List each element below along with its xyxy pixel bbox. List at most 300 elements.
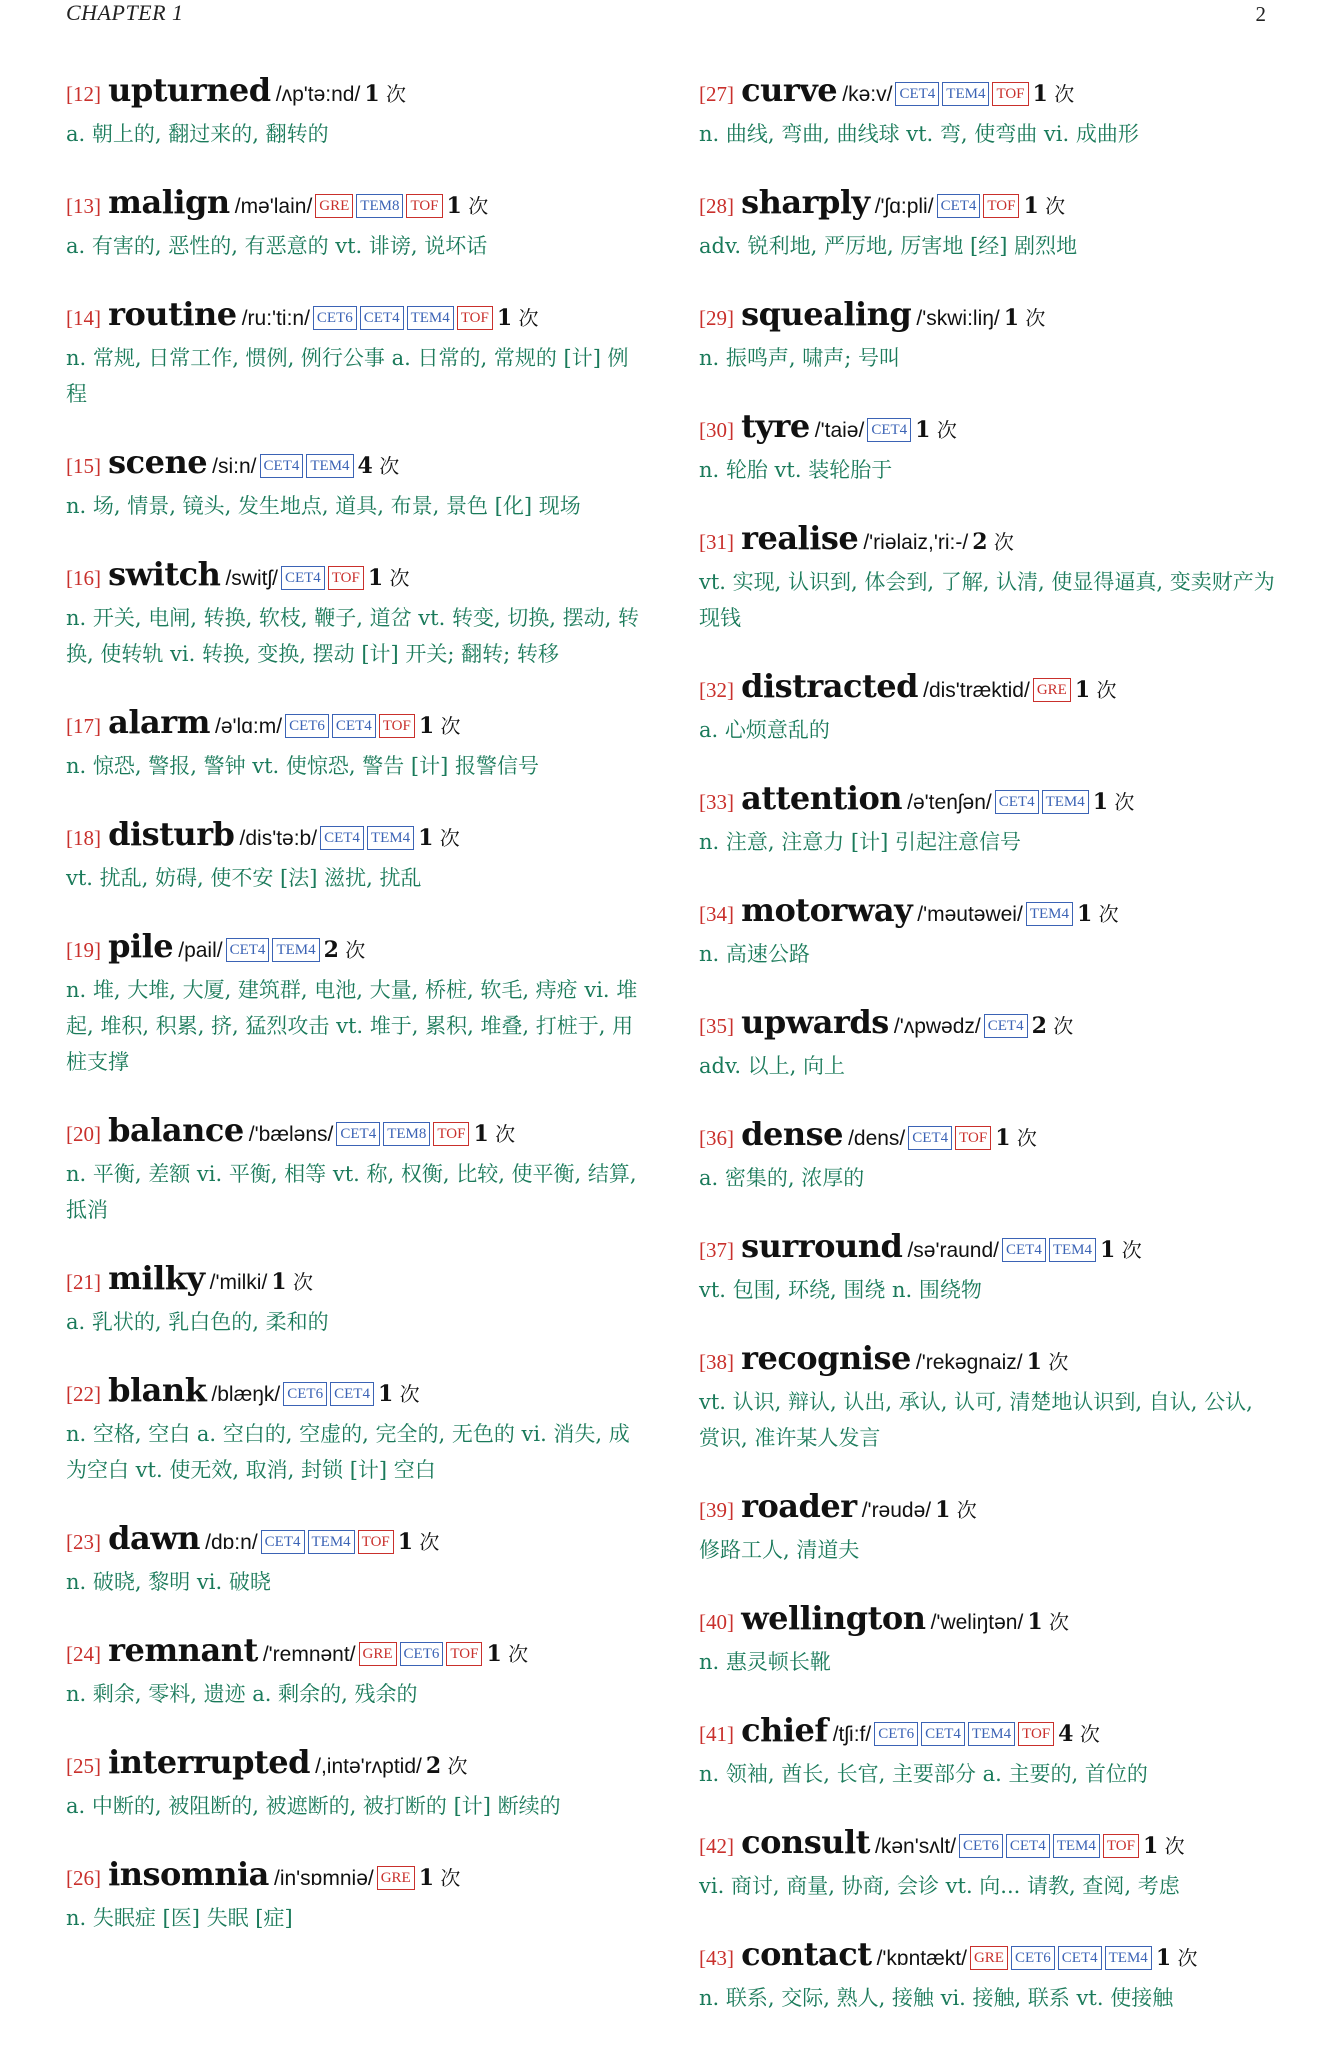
frequency-number: 1 <box>446 193 462 219</box>
headword: chief <box>741 1711 828 1749</box>
frequency-unit: 次 <box>419 1530 440 1554</box>
frequency-count <box>995 1126 1037 1150</box>
frequency-count <box>1027 1610 1069 1634</box>
frequency-number: 2 <box>972 529 988 555</box>
word-entry <box>699 294 1275 376</box>
frequency-count <box>915 418 957 442</box>
entry-index: [37] <box>699 1238 734 1262</box>
definition-text: vt. 扰乱, 妨碍, 使不安 [法] 滋扰, 扰乱 <box>66 866 422 890</box>
frequency-unit: 次 <box>1049 1610 1069 1634</box>
exam-tag-badge: TOF <box>992 82 1028 106</box>
headword: attention <box>741 779 903 817</box>
entry-headline <box>66 294 648 340</box>
entry-index: [34] <box>699 902 734 926</box>
word-entry <box>699 182 1275 264</box>
headword: dawn <box>108 1519 201 1557</box>
word-entry <box>699 518 1275 636</box>
entry-headline <box>699 1486 1275 1532</box>
phonetic-transcription: /'weliŋtən/ <box>930 1611 1024 1634</box>
phonetic-transcription: /ru:'ti:n/ <box>241 307 310 330</box>
entry-index: [27] <box>699 82 734 106</box>
word-entry <box>699 1598 1275 1680</box>
frequency-count <box>1077 902 1119 926</box>
entry-index: [17] <box>66 714 101 738</box>
definition-text: n. 常规, 日常工作, 惯例, 例行公事 a. 日常的, 常规的 [计] 例程 <box>66 346 629 406</box>
frequency-unit: 次 <box>508 1642 529 1666</box>
frequency-unit: 次 <box>385 82 406 106</box>
entry-headline <box>66 1630 648 1676</box>
frequency-count <box>364 82 406 106</box>
headword: tyre <box>741 407 810 445</box>
frequency-count <box>1027 1350 1069 1374</box>
entry-headline <box>66 1518 648 1564</box>
frequency-count <box>1004 306 1046 330</box>
frequency-unit: 次 <box>439 826 460 850</box>
frequency-count <box>324 938 366 962</box>
exam-tag-badge: TEM4 <box>367 826 414 850</box>
exam-tag-badge: TOF <box>983 194 1019 218</box>
entry-headline <box>699 518 1275 564</box>
frequency-number: 1 <box>1003 305 1020 331</box>
exam-tag-badge: TOF <box>358 1530 394 1554</box>
entry-index: [33] <box>699 790 734 814</box>
phonetic-transcription: /dens/ <box>848 1127 906 1150</box>
exam-tag-badge: TOF <box>328 566 364 590</box>
headword: motorway <box>741 891 913 929</box>
frequency-count <box>1033 82 1075 106</box>
entry-headline <box>66 926 648 972</box>
entry-index: [40] <box>699 1610 734 1634</box>
definition-text: a. 朝上的, 翻过来的, 翻转的 <box>66 122 329 146</box>
exam-tag-badge: TOF <box>457 306 493 330</box>
frequency-unit: 次 <box>1048 1350 1069 1374</box>
exam-tag-badge: CET4 <box>332 714 376 738</box>
phonetic-transcription: /'taiə/ <box>814 419 865 442</box>
definition-text: n. 轮胎 vt. 装轮胎于 <box>699 458 893 482</box>
frequency-count <box>378 1382 420 1406</box>
entry-index: [22] <box>66 1382 101 1406</box>
headword: disturb <box>108 815 235 853</box>
headword: squealing <box>741 295 912 333</box>
frequency-count <box>418 826 460 850</box>
headword: malign <box>108 183 230 221</box>
exam-tag-badge: TEM4 <box>272 938 319 962</box>
word-entry <box>66 1742 648 1824</box>
word-entry <box>66 1518 648 1600</box>
frequency-unit: 次 <box>1025 306 1046 330</box>
exam-tag-badge: TOF <box>446 1642 482 1666</box>
entry-headline <box>699 778 1275 824</box>
frequency-count <box>1023 194 1065 218</box>
frequency-unit: 次 <box>1054 82 1075 106</box>
exam-tag-badge: GRE <box>377 1866 415 1890</box>
entry-index: [32] <box>699 678 734 702</box>
entry-index: [26] <box>66 1866 101 1890</box>
entry-headline <box>66 1110 648 1156</box>
definition-text: n. 领袖, 酋长, 长官, 主要部分 a. 主要的, 首位的 <box>699 1762 1148 1786</box>
exam-tag-badge: CET4 <box>1002 1238 1046 1262</box>
frequency-number: 1 <box>271 1269 287 1295</box>
definition-text: n. 曲线, 弯曲, 曲线球 vt. 弯, 使弯曲 vi. 成曲形 <box>699 122 1139 146</box>
entry-headline <box>699 294 1275 340</box>
phonetic-transcription: /switʃ/ <box>225 567 278 590</box>
entry-index: [15] <box>66 454 101 478</box>
definition-text: vt. 认识, 辩认, 认出, 承认, 认可, 清楚地认识到, 自认, 公认, 赏识, 准许某人发言 <box>699 1390 1253 1450</box>
frequency-unit: 次 <box>389 566 410 590</box>
exam-tag-badge: TEM4 <box>407 306 454 330</box>
frequency-unit: 次 <box>1177 1946 1198 1970</box>
entry-headline <box>699 406 1275 452</box>
exam-tag-badge: CET4 <box>360 306 404 330</box>
definition-text: n. 惠灵顿长靴 <box>699 1650 831 1674</box>
entry-index: [43] <box>699 1946 734 1970</box>
definition-text: vt. 实现, 认识到, 体会到, 了解, 认清, 使显得逼真, 变卖财产为现钱 <box>699 570 1275 630</box>
frequency-number: 1 <box>377 1381 394 1407</box>
exam-tag-badge: CET4 <box>261 1530 305 1554</box>
frequency-unit: 次 <box>447 1754 468 1778</box>
entry-index: [23] <box>66 1530 101 1554</box>
frequency-unit: 次 <box>468 194 489 218</box>
headword: alarm <box>108 703 210 741</box>
entry-index: [19] <box>66 938 101 962</box>
phonetic-transcription: /kə:v/ <box>842 83 893 106</box>
frequency-count <box>497 306 539 330</box>
headword: curve <box>741 71 838 109</box>
headword: roader <box>741 1487 857 1525</box>
entry-index: [29] <box>699 306 734 330</box>
definition-text: n. 剩余, 零料, 遗迹 a. 剩余的, 残余的 <box>66 1682 418 1706</box>
phonetic-transcription: /,intə'rʌptid/ <box>315 1755 422 1778</box>
entry-headline <box>66 554 648 600</box>
exam-tag-badge: TEM8 <box>356 194 403 218</box>
frequency-count <box>935 1498 977 1522</box>
entry-headline <box>66 702 648 748</box>
frequency-count <box>398 1530 440 1554</box>
definition-text: vt. 包围, 环绕, 围绕 n. 围绕物 <box>699 1278 982 1302</box>
word-entry <box>66 926 648 1080</box>
exam-tag-badge: TEM4 <box>1105 1946 1152 1970</box>
headword: sharply <box>741 183 870 221</box>
exam-tag-badge: TEM8 <box>383 1122 430 1146</box>
frequency-count <box>1143 1834 1185 1858</box>
entry-index: [38] <box>699 1350 734 1374</box>
exam-tag-badge: CET6 <box>283 1382 327 1406</box>
exam-tag-badge: CET4 <box>921 1722 965 1746</box>
exam-tag-badge: TOF <box>955 1126 991 1150</box>
frequency-unit: 次 <box>1016 1126 1037 1150</box>
entry-index: [42] <box>699 1834 734 1858</box>
entry-headline <box>699 1598 1275 1644</box>
frequency-unit: 次 <box>292 1270 313 1294</box>
definition-text: a. 有害的, 恶性的, 有恶意的 vt. 诽谤, 说坏话 <box>66 234 488 258</box>
frequency-number: 1 <box>1026 1349 1042 1375</box>
frequency-unit: 次 <box>1114 790 1135 814</box>
phonetic-transcription: /dis'tə:b/ <box>239 827 318 850</box>
entry-headline <box>66 70 648 116</box>
word-entry <box>699 1338 1275 1456</box>
word-entry <box>66 1630 648 1712</box>
frequency-unit: 次 <box>1164 1834 1185 1858</box>
exam-tag-badge: CET4 <box>281 566 325 590</box>
definition-text: n. 空格, 空白 a. 空白的, 空虚的, 完全的, 无色的 vi. 消失, 成为空白 vt. 使无效, 取消, 封锁 [计] 空白 <box>66 1422 630 1482</box>
exam-tag-badge: TOF <box>1103 1834 1139 1858</box>
entry-index: [28] <box>699 194 734 218</box>
exam-tag-badge: TOF <box>406 194 442 218</box>
word-entry <box>66 702 648 784</box>
exam-tag-badge: CET4 <box>336 1122 380 1146</box>
entry-headline <box>66 814 648 860</box>
word-entry <box>66 814 648 896</box>
entry-index: [13] <box>66 194 101 218</box>
frequency-number: 1 <box>418 713 435 739</box>
definition-text: a. 心烦意乱的 <box>699 718 830 742</box>
phonetic-transcription: /ʌp'tə:nd/ <box>275 83 361 106</box>
frequency-unit: 次 <box>1096 678 1117 702</box>
frequency-number: 1 <box>1092 789 1109 815</box>
exam-tag-badge: TOF <box>433 1122 469 1146</box>
frequency-count <box>271 1270 313 1294</box>
phonetic-transcription: /'rəudə/ <box>861 1499 932 1522</box>
entry-index: [41] <box>699 1722 734 1746</box>
frequency-number: 1 <box>935 1497 951 1523</box>
phonetic-transcription: /'ʃɑ:pli/ <box>874 195 934 218</box>
word-entry <box>699 778 1275 860</box>
phonetic-transcription: /dis'træktid/ <box>923 679 1030 702</box>
entry-headline <box>699 1822 1275 1868</box>
frequency-number: 4 <box>1058 1721 1074 1747</box>
phonetic-transcription: /ə'lɑ:m/ <box>215 715 283 738</box>
entry-headline <box>699 1226 1275 1272</box>
frequency-count <box>447 194 489 218</box>
frequency-unit: 次 <box>936 418 957 442</box>
phonetic-transcription: /blæŋk/ <box>211 1383 281 1406</box>
phonetic-transcription: /'bæləns/ <box>248 1123 334 1146</box>
entry-index: [18] <box>66 826 101 850</box>
frequency-number: 1 <box>418 1865 435 1891</box>
exam-tag-badge: GRE <box>970 1946 1008 1970</box>
entry-index: [35] <box>699 1014 734 1038</box>
frequency-unit: 次 <box>518 306 539 330</box>
word-entry <box>699 406 1275 488</box>
frequency-number: 1 <box>1155 1945 1172 1971</box>
headword: switch <box>108 555 221 593</box>
phonetic-transcription: /dɒ:n/ <box>205 1531 258 1554</box>
frequency-number: 4 <box>357 453 373 479</box>
definition-text: n. 注意, 注意力 [计] 引起注意信号 <box>699 830 1021 854</box>
entry-headline <box>699 1710 1275 1756</box>
entry-headline <box>66 1258 648 1304</box>
headword: wellington <box>741 1599 926 1637</box>
frequency-number: 2 <box>323 937 339 963</box>
frequency-unit: 次 <box>1045 194 1066 218</box>
headword: upwards <box>741 1003 889 1041</box>
frequency-unit: 次 <box>495 1122 516 1146</box>
frequency-unit: 次 <box>1121 1238 1142 1262</box>
phonetic-transcription: /sə'raund/ <box>907 1239 1000 1262</box>
phonetic-transcription: /in'sɒmniə/ <box>273 1867 374 1890</box>
running-head-chapter: CHAPTER 1 <box>66 0 184 25</box>
frequency-unit: 次 <box>440 714 461 738</box>
phonetic-transcription: /'riəlaiz,'ri:-/ <box>863 531 969 554</box>
word-entry <box>699 70 1275 152</box>
phonetic-transcription: /'remnənt/ <box>262 1643 356 1666</box>
headword: insomnia <box>108 1855 269 1893</box>
word-entry <box>66 294 648 412</box>
definition-text: 修路工人, 清道夫 <box>699 1538 860 1562</box>
headword: scene <box>108 443 208 481</box>
frequency-number: 1 <box>486 1641 502 1667</box>
word-entry <box>66 182 648 264</box>
definition-text: n. 场, 情景, 镜头, 发生地点, 道具, 布景, 景色 [化] 现场 <box>66 494 581 518</box>
frequency-count <box>1156 1946 1198 1970</box>
frequency-count <box>1058 1722 1100 1746</box>
word-entry <box>699 1934 1275 2016</box>
frequency-count <box>368 566 410 590</box>
frequency-count <box>426 1754 468 1778</box>
phonetic-transcription: /tʃi:f/ <box>832 1723 872 1746</box>
frequency-number: 1 <box>418 825 434 851</box>
frequency-number: 2 <box>425 1753 442 1779</box>
frequency-number: 1 <box>1142 1833 1159 1859</box>
exam-tag-badge: TEM4 <box>1026 902 1073 926</box>
entry-headline <box>699 890 1275 936</box>
headword: dense <box>741 1115 843 1153</box>
exam-tag-badge: TEM4 <box>306 454 353 478</box>
frequency-unit: 次 <box>1098 902 1119 926</box>
definition-text: n. 堆, 大堆, 大厦, 建筑群, 电池, 大量, 桥桩, 软毛, 痔疮 vi. 堆起, 堆积, 积累, 挤, 猛烈攻击 vt. 堆于, 累积, 堆叠, 打桩于, 用桩支撑 <box>66 978 638 1074</box>
headword: distracted <box>741 667 919 705</box>
phonetic-transcription: /pail/ <box>178 939 223 962</box>
phonetic-transcription: /mə'lain/ <box>234 195 313 218</box>
frequency-number: 1 <box>1076 901 1093 927</box>
phonetic-transcription: /'ʌpwədz/ <box>893 1015 981 1038</box>
definition-text: n. 联系, 交际, 熟人, 接触 vi. 接触, 联系 vt. 使接触 <box>699 1986 1174 2010</box>
frequency-number: 1 <box>1027 1609 1043 1635</box>
entry-headline <box>699 70 1275 116</box>
entry-index: [25] <box>66 1754 101 1778</box>
phonetic-transcription: /'rekəgnaiz/ <box>915 1351 1023 1374</box>
exam-tag-badge: CET4 <box>320 826 364 850</box>
exam-tag-badge: CET6 <box>1011 1946 1055 1970</box>
entry-headline <box>699 666 1275 712</box>
definition-text: n. 平衡, 差额 vi. 平衡, 相等 vt. 称, 权衡, 比较, 使平衡, 结算, 抵消 <box>66 1162 637 1222</box>
exam-tag-badge: CET4 <box>330 1382 374 1406</box>
frequency-unit: 次 <box>379 454 400 478</box>
definition-text: n. 惊恐, 警报, 警钟 vt. 使惊恐, 警告 [计] 报警信号 <box>66 754 539 778</box>
word-entry <box>66 70 648 152</box>
frequency-number: 1 <box>367 565 384 591</box>
word-entry <box>66 442 648 524</box>
frequency-count <box>1032 1014 1074 1038</box>
frequency-count <box>1100 1238 1142 1262</box>
exam-tag-badge: TEM4 <box>1049 1238 1096 1262</box>
frequency-number: 1 <box>1032 81 1048 107</box>
entry-index: [21] <box>66 1270 101 1294</box>
phonetic-transcription: /'milki/ <box>209 1271 268 1294</box>
exam-tag-badge: TEM4 <box>1042 790 1089 814</box>
entry-headline <box>66 442 648 488</box>
frequency-unit: 次 <box>345 938 366 962</box>
right-column <box>699 70 1275 2046</box>
exam-tag-badge: CET4 <box>984 1014 1028 1038</box>
headword: routine <box>108 295 237 333</box>
exam-tag-badge: CET4 <box>226 938 270 962</box>
frequency-count <box>486 1642 528 1666</box>
definition-text: vi. 商讨, 商量, 协商, 会诊 vt. 向... 请教, 查阅, 考虑 <box>699 1874 1180 1898</box>
word-entry <box>699 666 1275 748</box>
word-entry <box>699 1226 1275 1308</box>
frequency-unit: 次 <box>399 1382 420 1406</box>
definition-text: adv. 锐利地, 严厉地, 厉害地 [经] 剧烈地 <box>699 234 1078 258</box>
exam-tag-badge: TOF <box>379 714 415 738</box>
exam-tag-badge: CET4 <box>908 1126 952 1150</box>
headword: consult <box>741 1823 870 1861</box>
entry-index: [30] <box>699 418 734 442</box>
entry-index: [16] <box>66 566 101 590</box>
word-entry <box>699 1114 1275 1196</box>
entry-index: [20] <box>66 1122 101 1146</box>
headword: interrupted <box>108 1743 311 1781</box>
phonetic-transcription: /kən'sʌlt/ <box>875 1835 957 1858</box>
frequency-count <box>473 1122 515 1146</box>
phonetic-transcription: /si:n/ <box>212 455 257 478</box>
exam-tag-badge: CET6 <box>874 1722 918 1746</box>
entry-index: [31] <box>699 530 734 554</box>
exam-tag-badge: CET4 <box>895 82 939 106</box>
entry-index: [12] <box>66 82 101 106</box>
entry-headline <box>699 1002 1275 1048</box>
entry-headline <box>66 1854 648 1900</box>
exam-tag-badge: TEM4 <box>1053 1834 1100 1858</box>
headword: remnant <box>108 1631 258 1669</box>
entry-headline <box>66 182 648 228</box>
word-entry <box>699 890 1275 972</box>
definition-text: a. 乳状的, 乳白色的, 柔和的 <box>66 1310 329 1334</box>
word-entry <box>66 1110 648 1228</box>
headword: pile <box>108 927 174 965</box>
headword: milky <box>108 1259 205 1297</box>
frequency-number: 1 <box>1074 677 1091 703</box>
entry-headline <box>699 1114 1275 1160</box>
frequency-count <box>1093 790 1135 814</box>
frequency-count <box>1075 678 1117 702</box>
definition-text: adv. 以上, 向上 <box>699 1054 846 1078</box>
definition-text: a. 中断的, 被阻断的, 被遮断的, 被打断的 [计] 断续的 <box>66 1794 561 1818</box>
headword: realise <box>741 519 859 557</box>
frequency-number: 1 <box>364 81 380 107</box>
left-column <box>66 70 648 1966</box>
entry-headline <box>66 1742 648 1788</box>
frequency-count <box>972 530 1014 554</box>
word-entry <box>66 1258 648 1340</box>
exam-tag-badge: CET6 <box>400 1642 444 1666</box>
exam-tag-badge: TEM4 <box>968 1722 1015 1746</box>
exam-tag-badge: GRE <box>315 194 353 218</box>
exam-tag-badge: CET4 <box>867 418 911 442</box>
exam-tag-badge: CET4 <box>1006 1834 1050 1858</box>
definition-text: a. 密集的, 浓厚的 <box>699 1166 865 1190</box>
exam-tag-badge: GRE <box>1033 678 1071 702</box>
definition-text: n. 失眠症 [医] 失眠 [症] <box>66 1906 293 1930</box>
phonetic-transcription: /'skwi:liŋ/ <box>916 307 1000 330</box>
entry-headline <box>699 1934 1275 1980</box>
entry-headline <box>66 1370 648 1416</box>
entry-headline <box>699 182 1275 228</box>
frequency-unit: 次 <box>440 1866 461 1890</box>
frequency-unit: 次 <box>1079 1722 1100 1746</box>
frequency-unit: 次 <box>1053 1014 1074 1038</box>
frequency-count <box>358 454 400 478</box>
